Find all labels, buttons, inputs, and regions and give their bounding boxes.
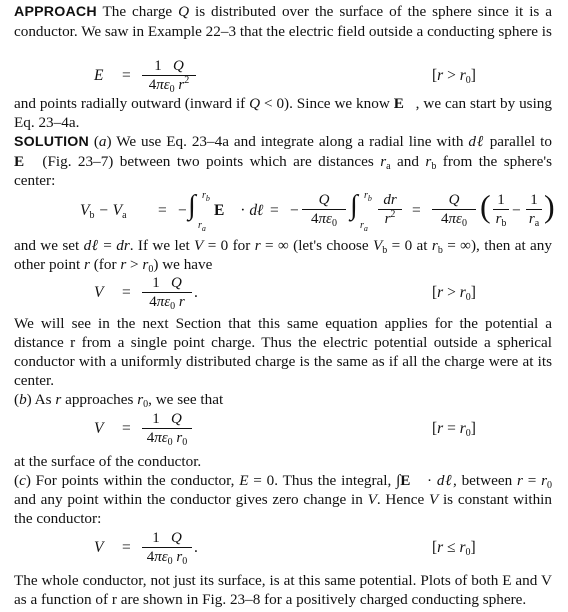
part-c-text: (c) For points within the conductor, E = 0. Thus the integral, ∫E⃗ · dℓ, between $r = r_0$ and any point within the conductor gives zero change in V. Hence V is constant within the conductor: [14, 472, 552, 527]
solution-heading: SOLUTION [14, 134, 89, 150]
eq3-lhs: V [94, 284, 104, 301]
eq4-lhs: V [94, 420, 104, 437]
eq1-fraction: 1 Q $4\pi\varepsilon_0$ $r^2$ [142, 58, 196, 93]
eq5-condition: $[r \le r_0]$ [432, 539, 476, 558]
eq4-condition: $[r = r_0]$ [432, 420, 476, 439]
eq1-condition: $[r > r_0]$ [432, 67, 476, 86]
equation-potential-surface: V = 1 Q $4\pi\varepsilon_0$ $r_0$ $[r = r_0]$ [94, 411, 476, 448]
closing-paragraph: The whole conductor, not just its surface, is at this same potential. Plots of both E and V as a function of r are shown in Fig. 23–8 for a positively charged conducting sphere. [14, 572, 552, 608]
solution-paragraph-3: We will see in the next Section that this same equation applies for the potential a distance r from a single point charge. Thus the electric potential outside a spherical conductor with a uniformly distributed charge is the same as if all the charge were at its center. [14, 315, 552, 389]
approach-paragraph-2: and points radially outward (inward if Q < 0). Since we know E⃗, we can start by using Eq. 23–4a. [14, 95, 552, 131]
approach-heading: APPROACH [14, 4, 97, 20]
eq2-lhs: $V_b - V_a$ [80, 202, 127, 221]
approach-text: The charge Q is distributed over the surface of the sphere since it is a conductor. We saw in Example 22–3 that the electric field outside a conducting sphere is [14, 3, 552, 40]
eq3-condition: $[r > r_0]$ [432, 284, 476, 303]
eq1-lhs: E [94, 67, 104, 84]
equation-field-outside: E = 1 Q $4\pi\varepsilon_0$ $r^2$ $[r > r_0]$ [94, 58, 476, 95]
equation-potential-outside: V = 1 Q $4\pi\varepsilon_0$ r . $[r > r_0]$ [94, 275, 476, 312]
approach-paragraph [14, 2, 552, 41]
solution-paragraph: SOLUTION (a) We use Eq. 23–4a and integrate along a radial line with dℓ parallel to E⃗ (Fig. 23–7) between two points which are distances $r_a$ and $r_b$ from the sphere's center: [14, 133, 552, 189]
equation-potential-inside: V = 1 Q $4\pi\varepsilon_0$ $r_0$ . $[r \le r_0]$ [94, 530, 476, 567]
part-b-text-2: at the surface of the conductor. [14, 453, 202, 470]
solution-paragraph-2: and we set dℓ = dr. If we let V = 0 for r = ∞ (let's choose $V_b = 0$ at $r_b$ = ∞), then at any other point r (for $r > r_0$) we have [14, 237, 552, 275]
eq5-lhs: V [94, 539, 104, 556]
part-b-text: (b) As r approaches $r_0$, we see that [14, 391, 224, 410]
equation-potential-difference: $V_b - V_a$ = − ∫ $r_b$ $r_a$ E⃗ · dℓ = − Q $4\pi\varepsilon_0$ ∫ $r_b$ $r_a$ dr $r^2$ = Q $4\pi\varepsilon_0$ ( 1 $r_b$ − 1 $r_a$ ) [80, 188, 555, 233]
